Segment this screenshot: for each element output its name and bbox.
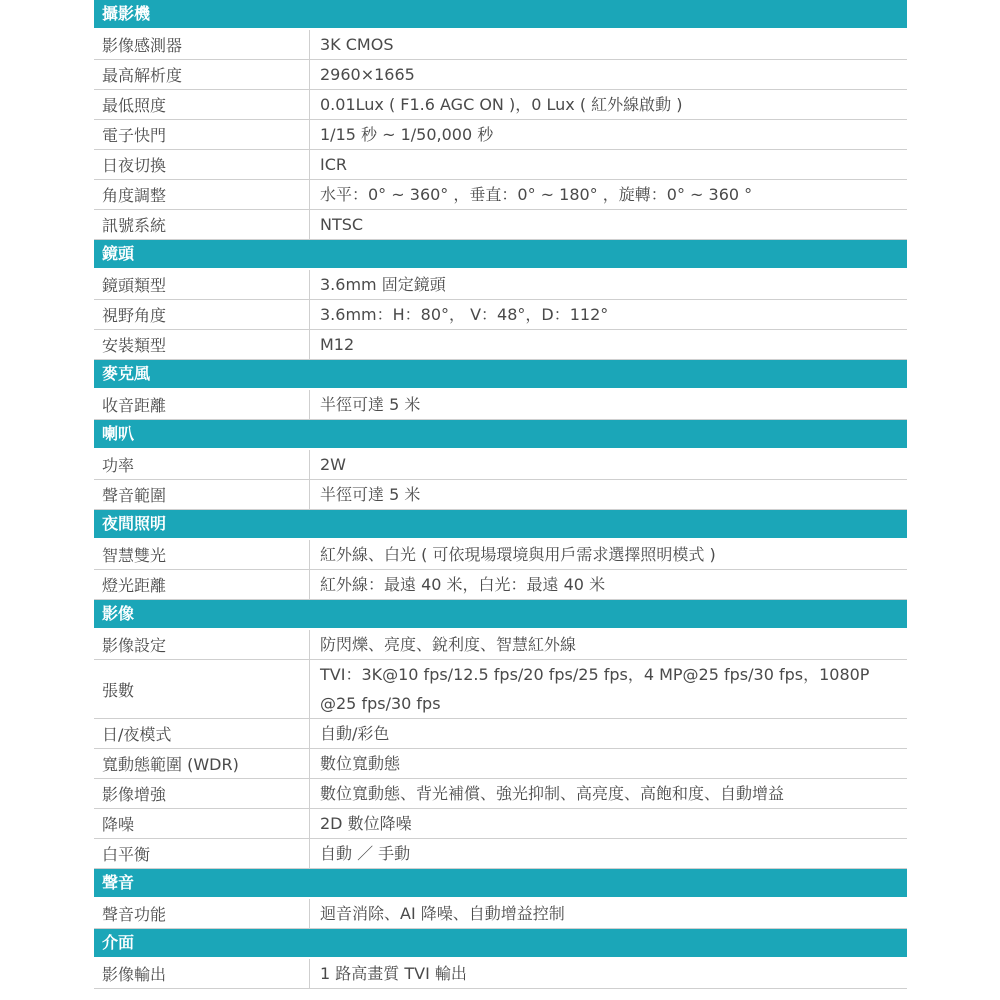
spec-row [94, 150, 907, 180]
spec-row [94, 480, 907, 510]
spec-label: 日夜切換 [94, 150, 310, 179]
spec-label: 聲音功能 [94, 899, 310, 928]
spec-label: 張數 [94, 660, 310, 718]
spec-value: 2D 數位降噪 [320, 814, 412, 833]
spec-row [94, 210, 907, 240]
spec-label: 影像感測器 [94, 30, 310, 59]
spec-label: 視野角度 [94, 300, 310, 329]
spec-value: 水平：0° ~ 360° ，垂直：0° ~ 180° ，旋轉：0° ~ 360 ° [320, 185, 753, 204]
spec-value: 2W [320, 455, 346, 474]
spec-row [94, 779, 907, 809]
spec-label: 電子快門 [94, 120, 310, 149]
spec-row [94, 30, 907, 60]
spec-label: 收音距離 [94, 390, 310, 419]
spec-value: NTSC [320, 215, 364, 234]
spec-row [94, 809, 907, 839]
spec-value: 1/15 秒 ~ 1/50,000 秒 [320, 125, 494, 144]
section-header: 夜間照明 [94, 510, 907, 540]
spec-row [94, 300, 907, 330]
spec-label: 降噪 [94, 809, 310, 838]
spec-value: 2960×1665 [320, 65, 415, 84]
spec-value: 半徑可達 5 米 [320, 485, 421, 504]
spec-row [94, 540, 907, 570]
section-header: 鏡頭 [94, 240, 907, 270]
spec-value: 3K CMOS [320, 35, 394, 54]
spec-label: 聲音範圍 [94, 480, 310, 509]
spec-label: 角度調整 [94, 180, 310, 209]
section-header: 影像 [94, 600, 907, 630]
spec-label: 影像增強 [94, 779, 310, 808]
spec-value: 自動/彩色 [320, 724, 390, 743]
spec-row [94, 660, 907, 719]
spec-row [94, 330, 907, 360]
spec-value: 紅外線、白光 ( 可依現場環境與用戶需求選擇照明模式 ) [320, 545, 716, 564]
spec-label: 訊號系統 [94, 210, 310, 239]
spec-row [94, 270, 907, 300]
section-header: 介面 [94, 929, 907, 959]
spec-row [94, 450, 907, 480]
spec-value: M12 [320, 335, 355, 354]
spec-value: 自動 ／ 手動 [320, 844, 411, 863]
spec-row [94, 120, 907, 150]
spec-label: 寬動態範圍 (WDR) [94, 749, 310, 778]
spec-label: 智慧雙光 [94, 540, 310, 569]
spec-table [94, 0, 907, 989]
spec-label: 功率 [94, 450, 310, 479]
spec-row [94, 630, 907, 660]
spec-label: 最低照度 [94, 90, 310, 119]
spec-label: 安裝類型 [94, 330, 310, 359]
spec-label: 白平衡 [94, 839, 310, 868]
spec-label: 鏡頭類型 [94, 270, 310, 299]
spec-label: 燈光距離 [94, 570, 310, 599]
spec-value: 防閃爍、亮度、銳利度、智慧紅外線 [320, 635, 577, 654]
spec-row [94, 959, 907, 989]
section-header: 喇叭 [94, 420, 907, 450]
spec-value: ICR [320, 155, 348, 174]
spec-row [94, 719, 907, 749]
spec-label: 日/夜模式 [94, 719, 310, 748]
spec-row [94, 899, 907, 929]
spec-row [94, 570, 907, 600]
spec-value: 3.6mm：H：80°， V：48°，D：112° [320, 305, 609, 324]
section-header: 麥克風 [94, 360, 907, 390]
spec-label: 影像設定 [94, 630, 310, 659]
spec-row [94, 90, 907, 120]
spec-value: 0.01Lux ( F1.6 AGC ON )，0 Lux ( 紅外線啟動 ) [320, 95, 683, 114]
spec-row [94, 390, 907, 420]
section-header: 聲音 [94, 869, 907, 899]
spec-value: 紅外線：最遠 40 米，白光：最遠 40 米 [320, 575, 606, 594]
spec-value: 半徑可達 5 米 [320, 395, 421, 414]
spec-value: 1 路高畫質 TVI 輸出 [320, 964, 467, 983]
spec-value: 數位寬動態、背光補償、強光抑制、高亮度、高飽和度、自動增益 [320, 784, 785, 803]
spec-value: 數位寬動態 [320, 754, 401, 773]
section-header: 攝影機 [94, 0, 907, 30]
spec-row [94, 749, 907, 779]
spec-row [94, 180, 907, 210]
spec-label: 最高解析度 [94, 60, 310, 89]
spec-label: 影像輸出 [94, 959, 310, 988]
spec-row [94, 839, 907, 869]
spec-value: 迴音消除、AI 降噪、自動增益控制 [320, 904, 565, 923]
spec-value: 3.6mm 固定鏡頭 [320, 275, 446, 294]
spec-row [94, 60, 907, 90]
spec-value: TVI：3K@10 fps/12.5 fps/20 fps/25 fps，4 MP@25 fps/30 fps，1080P @25 fps/30 fps [320, 665, 870, 713]
